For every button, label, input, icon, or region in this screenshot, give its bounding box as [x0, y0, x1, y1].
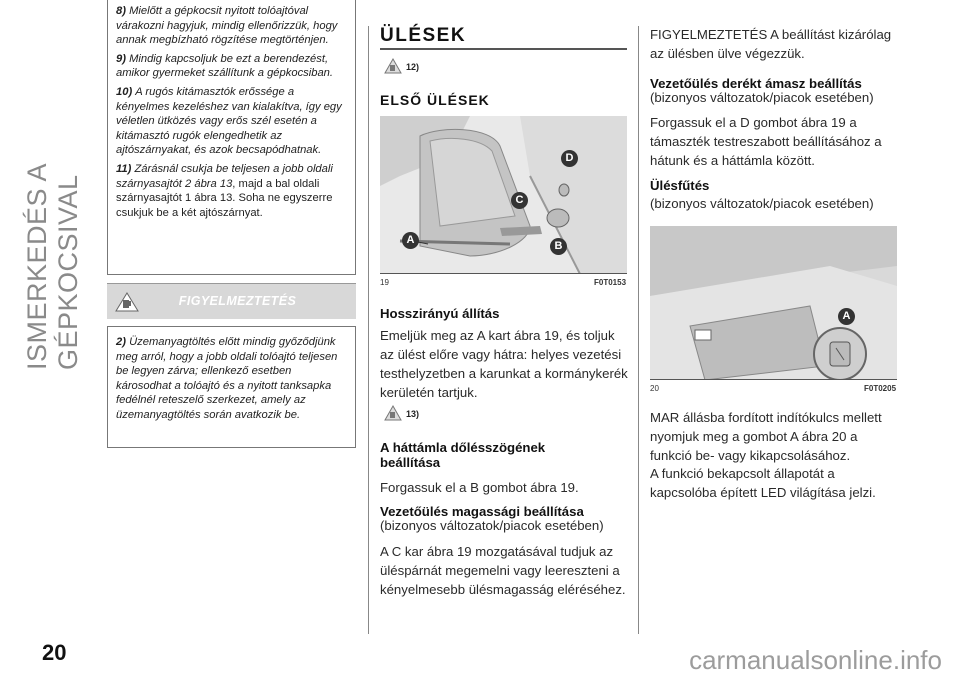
- section-subtitle-heating: (bizonyos változatok/piacok esetében): [650, 196, 874, 211]
- warning-header: [107, 283, 356, 319]
- body-longitudinal: Emeljük meg az A kart ábra 19, és toljuk az ülést előre vagy hátra: helyes vezetési testhelyzetben a karunkat a kormánykerék kerületén tartjuk.: [380, 328, 628, 400]
- callout-c: C: [511, 192, 528, 209]
- body-height: A C kar ábra 19 mozgatásával tudjuk az üléspárnát megemelni vagy leereszteni a kényelmesebb ülésmagasság eléréséhez.: [380, 544, 626, 597]
- body-lumbar: Forgassuk el a D gombot ábra 19 a támaszték testreszabott beállításához a hátunk és a háttámla között.: [650, 115, 882, 168]
- section-title-longitudinal: Hosszirányú állítás: [380, 306, 500, 321]
- body-backrest: Forgassuk el a B gombot ábra 19.: [380, 480, 579, 495]
- column-divider: [638, 26, 639, 634]
- side-chapter-title: ISMERKEDÉS A GÉPKOCSIVAL: [22, 164, 83, 370]
- column-divider: [368, 26, 369, 634]
- figure-number: 19: [380, 278, 389, 287]
- warning-triangle-icon: [384, 58, 402, 74]
- intro-warning-text: FIGYELMEZTETÉS A beállítást kizárólag az ülésben ülve végezzük.: [650, 27, 892, 61]
- callout-a-switch: A: [838, 308, 855, 325]
- watermark: carmanualsonline.info: [689, 645, 942, 675]
- section-subtitle-height: (bizonyos változatok/piacok esetében): [380, 518, 604, 533]
- figure-code: F0T0205: [864, 384, 897, 393]
- section-title-heating: Ülésfűtés: [650, 178, 710, 193]
- section-subtitle-lumbar: (bizonyos változatok/piacok esetében): [650, 90, 874, 105]
- section-title-height: Vezetőülés magassági beállítása: [380, 504, 584, 519]
- body-heating-switch: MAR állásba fordított indítókulcs mellett nyomjuk meg a gombot A ábra 20 a funkció be- vagy kikapcsolásához.: [650, 410, 882, 463]
- note-11: 11) Zárásnál csukja be teljesen a jobb oldali szárnyasajtót 2 ábra 13, majd a bal oldali szárnyasajtót 1 ábra 13. Soha ne egyszerre csukjuk be a két ajtószárnyat.: [116, 162, 333, 219]
- heading-rule: [380, 48, 627, 50]
- note-10: 10) A rugós kitámasztók erőssége a kényelmes kezeléshez van kialakítva, így egy véletlen ütközés vagy erős szél esetén a kitámasztó rugók elengedhetik az ajtószárnyakat, és azok becsapódhatnak.: [116, 85, 342, 157]
- warning-title: FIGYELMEZTETÉS: [178, 294, 297, 308]
- section-heading-seats: ÜLÉSEK: [380, 25, 467, 46]
- figure-code: F0T0153: [594, 278, 627, 287]
- page-number: 20: [42, 640, 67, 665]
- figure-20-heating-switch: [650, 226, 897, 380]
- note-9: 9) Mindig kapcsoljuk be ezt a berendezést, amikor gyermeket szállítunk a gépkocsiban.: [116, 52, 334, 80]
- section-title-backrest: A háttámla dőlésszögének beállítása: [380, 440, 546, 470]
- figure-19-seat: [380, 116, 627, 274]
- warning-box: 2) Üzemanyagtöltés előtt mindig győződjünk meg arról, hogy a jobb oldali tolóajtó teljesen be legyen zárva; ellenkező esetben károsodhat a tolóajtó és a nyitott tanksapka fedélnél reteszelő szerkezet, amely az üzemanyagtöltés során avatkozik be.: [107, 326, 356, 448]
- callout-a: A: [402, 232, 419, 249]
- warning-triangle-icon: [384, 405, 402, 421]
- seat-illustration: [380, 116, 627, 274]
- body-heating-led: A funkció bekapcsolt állapotát a kapcsolóba épített LED világítása jelzi.: [650, 466, 876, 500]
- notes-box: [107, 0, 356, 275]
- heating-switch-illustration: [650, 226, 897, 380]
- note-8: 8) Mielőtt a gépkocsit nyitott tolóajtóval várakozni hagyjuk, mindig ellenőrizzük, hogy annak megbízható rögzítése megtörténjen.: [116, 5, 338, 47]
- subheading-front-seats: ELSŐ ÜLÉSEK: [380, 92, 490, 108]
- figure-number: 20: [650, 384, 659, 393]
- section-title-lumbar: Vezetőülés derékt ámasz beállítás: [650, 76, 862, 91]
- callout-d: D: [561, 150, 578, 167]
- callout-b: B: [550, 238, 567, 255]
